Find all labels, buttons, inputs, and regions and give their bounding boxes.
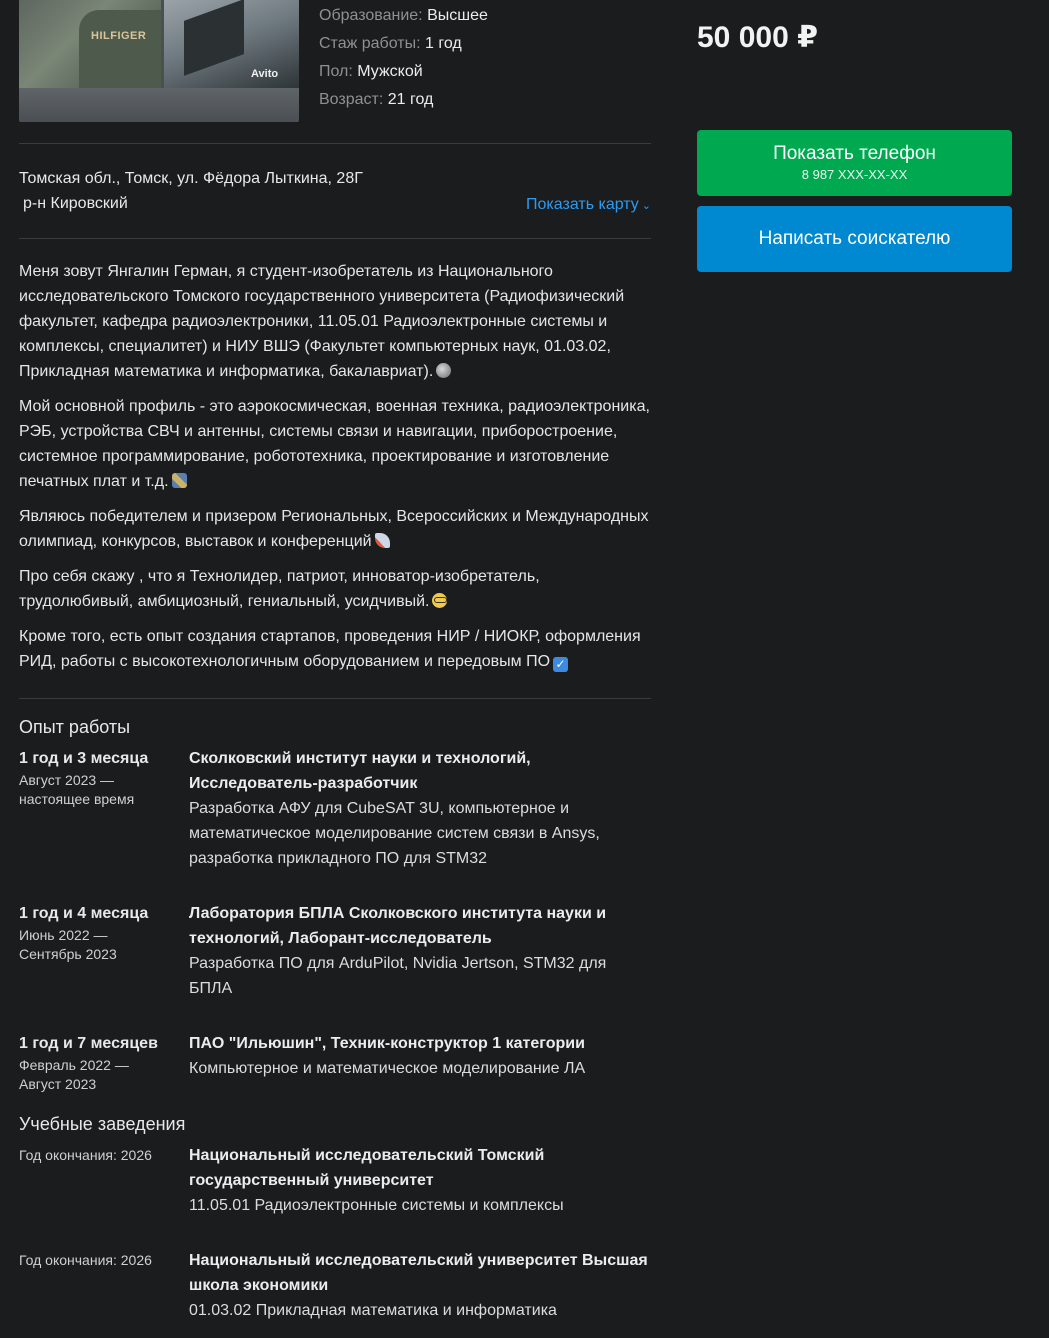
experience-text: Разработка АФУ для CubeSAT 3U, компьютерное и математическое моделирование систем связи в Ansys, разработка прикладного ПО для STM32 bbox=[189, 800, 600, 867]
salary-price: 50 000 ₽ bbox=[697, 21, 818, 54]
experience-item bbox=[19, 1031, 651, 1094]
address-line: Томская обл., Томск, ул. Фёдора Лыткина, 28Г bbox=[19, 170, 363, 187]
description bbox=[19, 239, 651, 698]
education-item bbox=[19, 1248, 651, 1323]
education-text: 11.05.01 Радиоэлектронные системы и комплексы bbox=[189, 1197, 564, 1214]
param-value: Мужской bbox=[357, 63, 423, 80]
param-key: Пол: bbox=[319, 63, 353, 80]
experience-date-to: настоящее время bbox=[19, 791, 135, 807]
experience-item bbox=[19, 901, 651, 1001]
experience-item bbox=[19, 746, 651, 871]
description-text: Являюсь победителем и призером Региональных, Всероссийских и Международных олимпиад, конкурсов, выставок и конференций bbox=[19, 508, 649, 550]
param-value: Высшее bbox=[427, 7, 488, 24]
experience-heading: Опыт работы bbox=[19, 717, 131, 737]
description-text: Мой основной профиль - это аэрокосмическая, военная техника, радиоэлектроника, РЭБ, устройства СВЧ и антенны, системы связи и навигации, приборостроение, системное программирование, робототехника, проектирование и изготовление печатных плат и т.д. bbox=[19, 398, 650, 490]
resume-params bbox=[319, 2, 488, 114]
education-year: Год окончания: 2026 bbox=[19, 1252, 152, 1268]
param-key: Возраст: bbox=[319, 91, 384, 108]
param-age bbox=[319, 86, 488, 114]
phone-number-masked: 8 987 XXX-XX-XX bbox=[801, 167, 908, 182]
education-details bbox=[189, 1143, 651, 1218]
education-item bbox=[19, 1143, 651, 1218]
photo-blur-strip bbox=[19, 88, 299, 122]
education-year: Год окончания: 2026 bbox=[19, 1147, 152, 1163]
experience-details bbox=[189, 746, 651, 871]
photo-shirt bbox=[79, 10, 161, 88]
experience-period bbox=[19, 1031, 189, 1094]
education-details bbox=[189, 1248, 651, 1323]
description-text: Кроме того, есть опыт создания стартапов, проведения НИР / НИОКР, оформления РИД, работы с высокотехнологичным оборудованием и передовым ПО bbox=[19, 628, 641, 670]
description-text: Меня зовут Янгалин Герман, я студент-изобретатель из Национального исследовательского Томского государственного университета (Радиофизический факультет, кафедра радиоэлектроники, 11.05.01 Радиоэлектронные системы и комплексы, специалитет) и НИУ ВШЭ (Факультет компьютерных наук, 01.03.02, Прикладная математика и информатика, бакалавриат). bbox=[19, 263, 625, 380]
address-block bbox=[19, 144, 651, 238]
experience-title: ПАО "Ильюшин", Техник-конструктор 1 категории bbox=[189, 1035, 585, 1052]
address-district: р-н Кировский bbox=[23, 195, 128, 212]
experience-duration: 1 год и 3 месяца bbox=[19, 750, 149, 767]
experience-title: Сколковский институт науки и технологий, Исследователь-разработчик bbox=[189, 750, 531, 792]
experience-date-from: Август 2023 — bbox=[19, 772, 115, 788]
write-to-applicant-button[interactable] bbox=[697, 206, 1012, 272]
experience-date-from: Июнь 2022 — bbox=[19, 927, 108, 943]
experience-text: Разработка ПО для ArduPilot, Nvidia Jertson, STM32 для БПЛА bbox=[189, 955, 607, 997]
show-map-label: Показать карту bbox=[526, 196, 639, 213]
education-text: 01.03.02 Прикладная математика и информатика bbox=[189, 1302, 557, 1319]
experience-date-from: Февраль 2022 — bbox=[19, 1057, 129, 1073]
experience-details bbox=[189, 901, 651, 1001]
education-title: Национальный исследовательский Томский государственный университет bbox=[189, 1147, 545, 1189]
profile-photo[interactable] bbox=[19, 0, 299, 122]
param-experience bbox=[319, 30, 488, 58]
experience-text: Компьютерное и математическое моделирование ЛА bbox=[189, 1060, 586, 1077]
education-title: Национальный исследовательский университет Высшая школа экономики bbox=[189, 1252, 648, 1294]
photo-shirt-text: HILFIGER bbox=[91, 30, 147, 42]
description-text: Про себя скажу , что я Технолидер, патриот, инноватор-изобретатель, трудолюбивый, амбициозный, гениальный, усидчивый. bbox=[19, 568, 540, 610]
show-phone-label: Показать телефон bbox=[773, 143, 936, 164]
education-period bbox=[19, 1248, 189, 1323]
experience-title: Лаборатория БПЛА Сколковского института науки и технологий, Лаборант-исследователь bbox=[189, 905, 607, 947]
param-value: 21 год bbox=[387, 91, 434, 108]
description-paragraph bbox=[19, 624, 651, 674]
param-key: Образование: bbox=[319, 7, 423, 24]
write-to-applicant-label: Написать соискателю bbox=[758, 228, 951, 249]
param-gender bbox=[319, 58, 488, 86]
chevron-down-icon: ⌄ bbox=[641, 200, 651, 212]
top-row bbox=[19, 0, 651, 122]
education-period bbox=[19, 1143, 189, 1218]
description-paragraph bbox=[19, 504, 651, 554]
param-key: Стаж работы: bbox=[319, 35, 421, 52]
param-education bbox=[319, 2, 488, 30]
experience-date-to: Август 2023 bbox=[19, 1076, 97, 1092]
nerd-face-icon bbox=[432, 593, 447, 608]
experience-date-to: Сентябрь 2023 bbox=[19, 946, 117, 962]
divider bbox=[19, 698, 651, 699]
description-paragraph bbox=[19, 394, 651, 494]
experience-period bbox=[19, 901, 189, 1001]
rocket-icon bbox=[375, 533, 390, 548]
avito-watermark: Avito bbox=[251, 68, 279, 80]
experience-duration: 1 год и 4 месяца bbox=[19, 905, 149, 922]
show-map-link[interactable] bbox=[526, 192, 651, 219]
left-column bbox=[19, 0, 651, 1338]
satellite-icon bbox=[172, 473, 187, 488]
show-phone-button[interactable] bbox=[697, 130, 1012, 196]
experience-duration: 1 год и 7 месяцев bbox=[19, 1035, 158, 1052]
param-value: 1 год bbox=[424, 35, 462, 52]
experience-period bbox=[19, 746, 189, 871]
description-paragraph bbox=[19, 564, 651, 614]
experience-details bbox=[189, 1031, 651, 1094]
check-box-icon: ✓ bbox=[553, 657, 568, 672]
description-paragraph bbox=[19, 259, 651, 384]
satellite-antenna-icon bbox=[436, 363, 451, 378]
education-heading: Учебные заведения bbox=[19, 1114, 186, 1134]
